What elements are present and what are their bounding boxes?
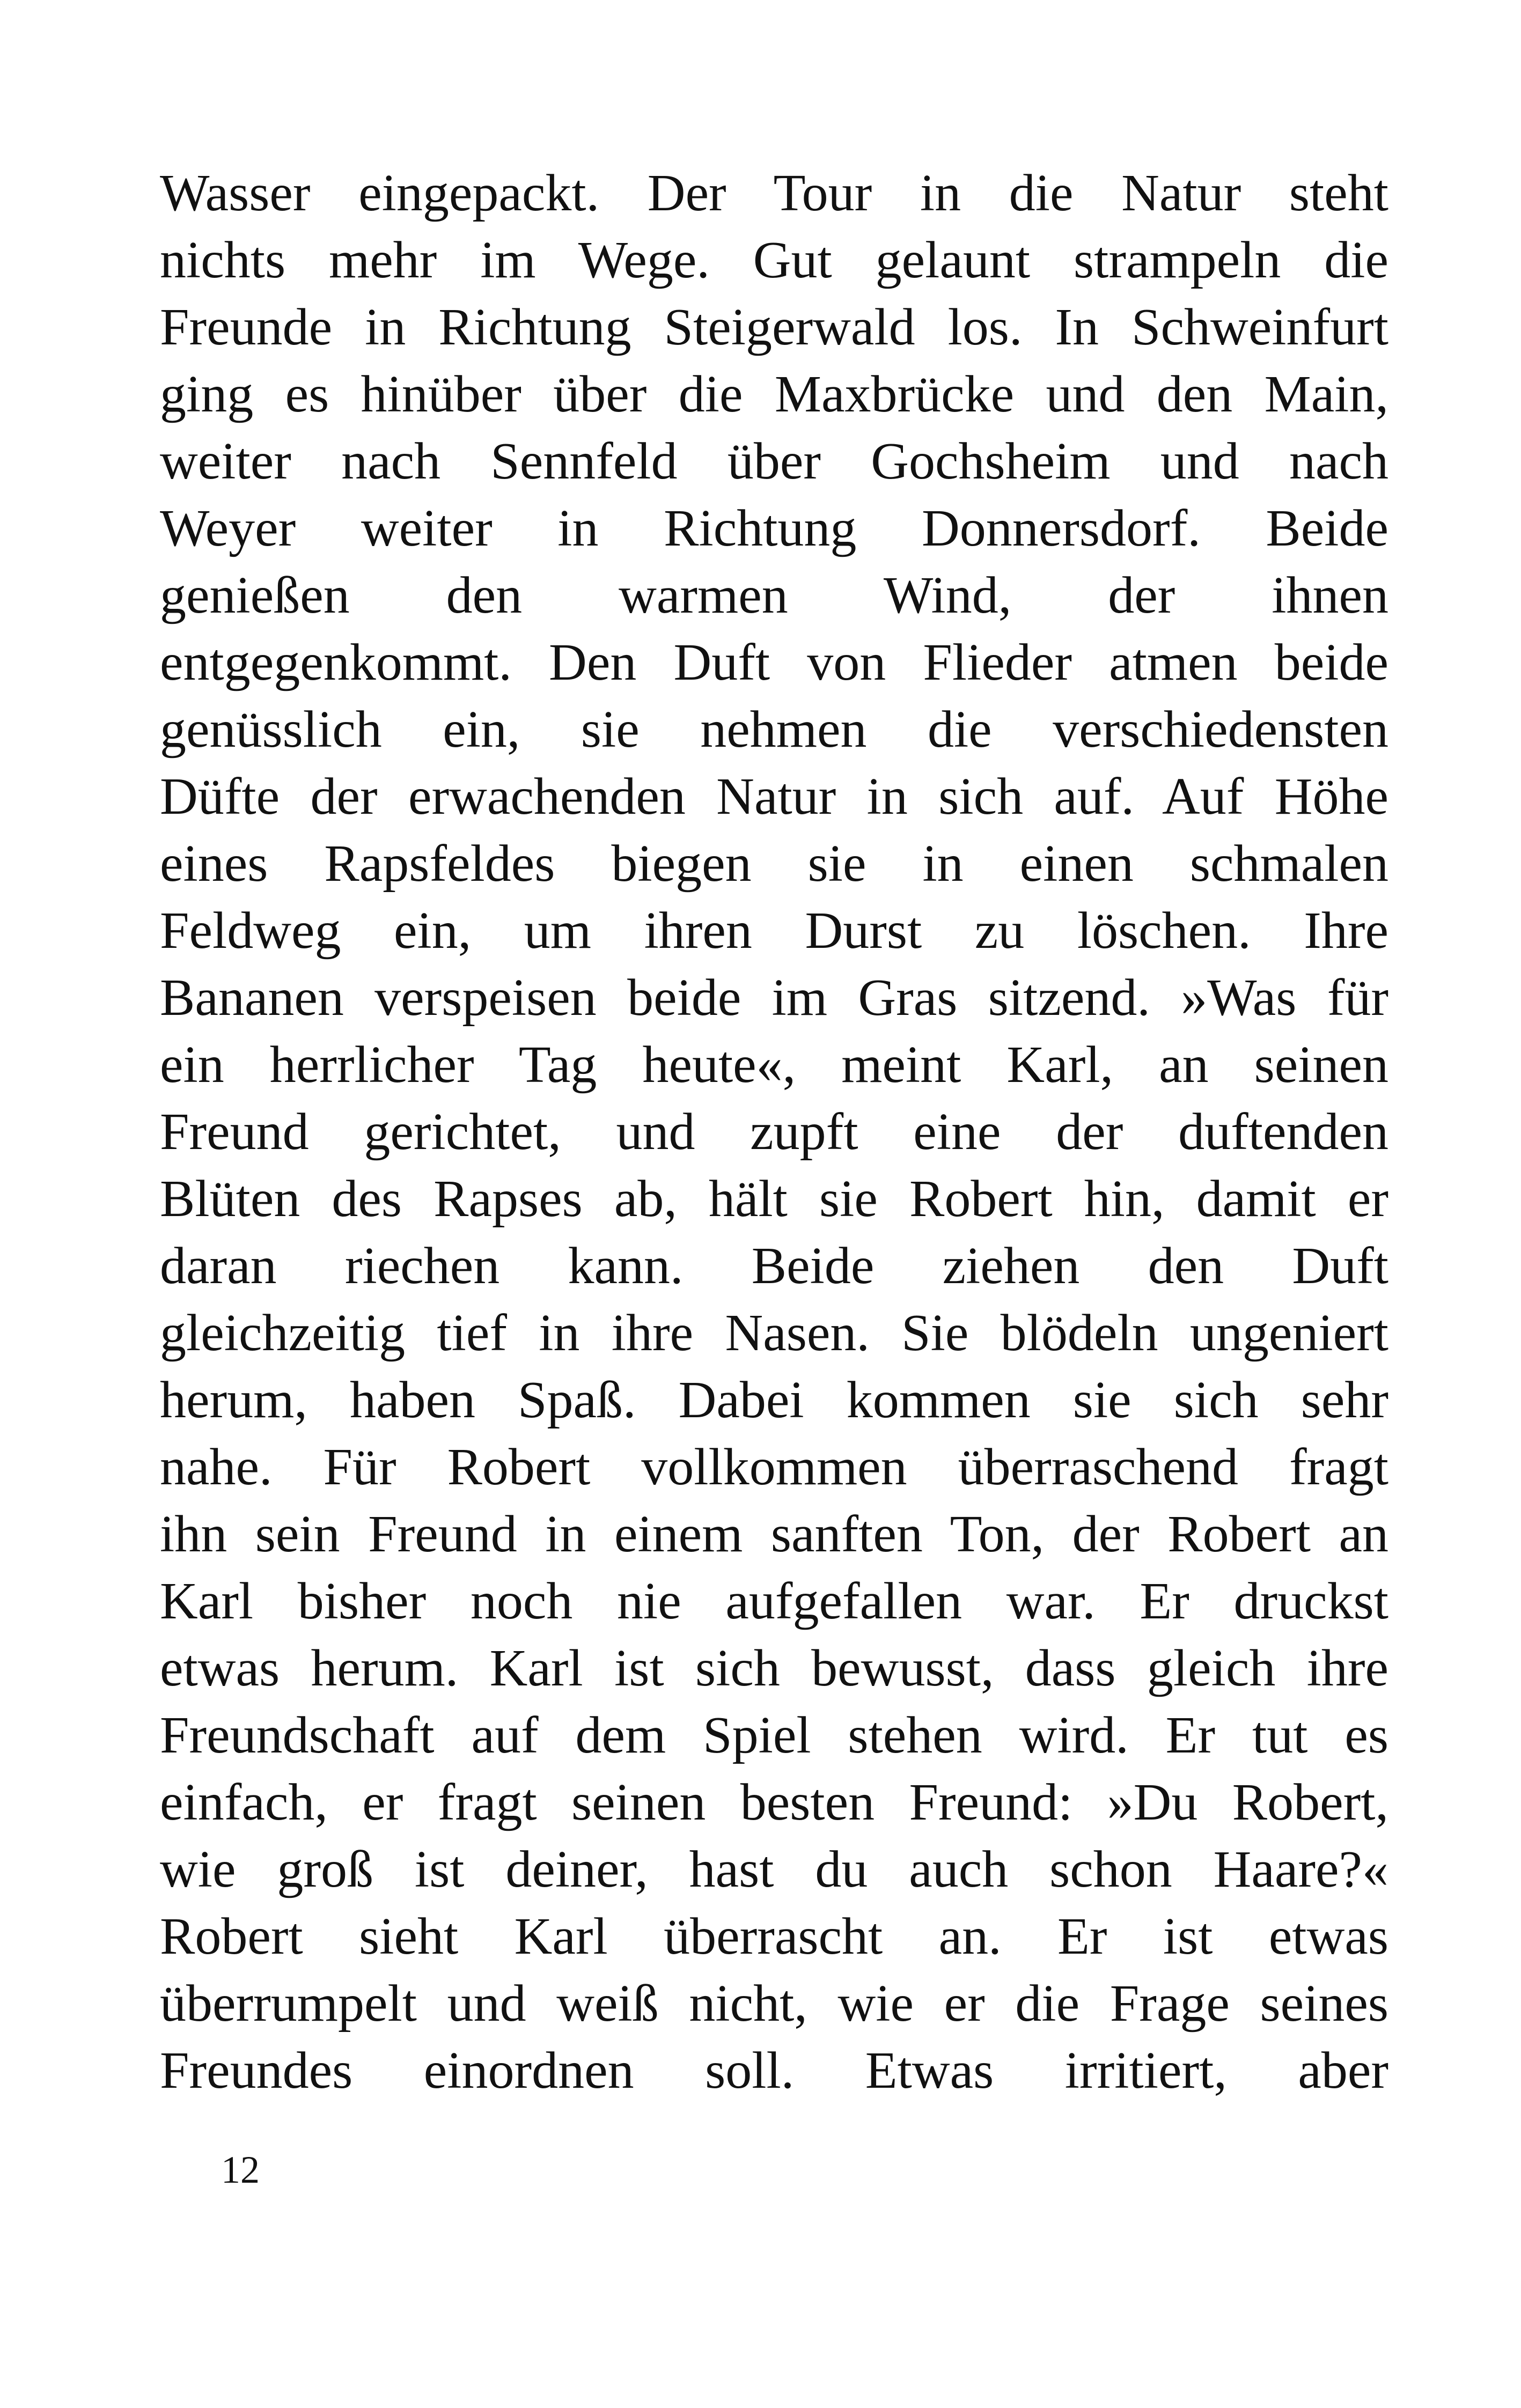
text-line: Wasser eingepackt. Der Tour in die Natur steht [160,164,1388,222]
text-line: nichts mehr im Wege. Gut gelaunt strampeln die [160,231,1388,289]
text-line: Freunde in Richtung Steigerwald los. In Schweinfurt [160,298,1388,356]
text-line: gleichzeitig tief in ihre Nasen. Sie blödeln ungeniert [160,1304,1388,1362]
text-line: daran riechen kann. Beide ziehen den Duft [160,1237,1388,1295]
text-line: Robert sieht Karl überrascht an. Er ist etwas [160,1908,1388,1965]
text-line: genießen den warmen Wind, der ihnen [160,566,1388,624]
text-line: Karl bisher noch nie aufgefallen war. Er druckst [160,1572,1388,1630]
text-line: nahe. Für Robert vollkommen überraschend fragt [160,1438,1388,1496]
text-line: herum, haben Spaß. Dabei kommen sie sich sehr [160,1371,1388,1429]
text-line: ihn sein Freund in einem sanften Ton, der Robert an [160,1505,1388,1563]
text-line: Bananen verspeisen beide im Gras sitzend. »Was für [160,969,1388,1027]
text-line: Feldweg ein, um ihren Durst zu löschen. Ihre [160,902,1388,960]
text-line: entgegenkommt. Den Duft von Flieder atmen beide [160,634,1388,691]
text-line: wie groß ist deiner, hast du auch schon Haare?« [160,1840,1388,1898]
text-line: weiter nach Sennfeld über Gochsheim und nach [160,432,1388,490]
page-number: 12 [221,2148,260,2191]
text-line: Freundes einordnen soll. Etwas irritiert, aber [160,2042,1388,2100]
text-line: etwas herum. Karl ist sich bewusst, dass gleich ihre [160,1639,1388,1697]
body-text [160,160,1388,2104]
text-line: ging es hinüber über die Maxbrücke und den Main, [160,365,1388,423]
text-line: ein herrlicher Tag heute«, meint Karl, an seinen [160,1036,1388,1094]
text-line: genüsslich ein, sie nehmen die verschiedensten [160,701,1388,759]
text-line: eines Rapsfeldes biegen sie in einen schmalen [160,835,1388,893]
text-line: Düfte der erwachenden Natur in sich auf. Auf Höhe [160,768,1388,826]
text-line: Freundschaft auf dem Spiel stehen wird. Er tut es [160,1706,1388,1764]
text-line: Weyer weiter in Richtung Donnersdorf. Beide [160,499,1388,557]
text-line: einfach, er fragt seinen besten Freund: »Du Robert, [160,1773,1388,1831]
text-line: Freund gerichtet, und zupft eine der duftenden [160,1103,1388,1161]
text-line: überrumpelt und weiß nicht, wie er die Frage seines [160,1975,1388,2033]
text-line: Blüten des Rapses ab, hält sie Robert hin, damit er [160,1170,1388,1228]
